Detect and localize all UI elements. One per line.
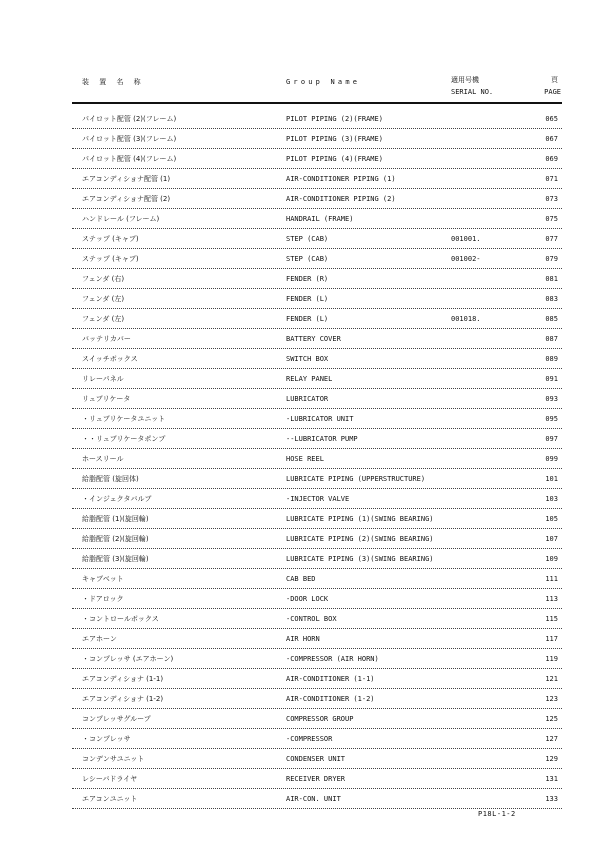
- row-group-name: LUBRICATE PIPING (2)(SWING BEARING): [286, 535, 434, 543]
- row-page-number: 075: [545, 215, 558, 223]
- row-group-name: HANDRAIL (FRAME): [286, 215, 354, 223]
- row-group-name: -COMPRESSOR (AIR HORN): [286, 655, 379, 663]
- table-row: [72, 149, 562, 169]
- table-row: [72, 729, 562, 749]
- row-group-name: FENDER (R): [286, 275, 329, 283]
- table-row: [72, 689, 562, 709]
- row-name-jp: ハンドレール (フレーム): [82, 215, 160, 223]
- table-row: [72, 369, 562, 389]
- row-name-jp: ステップ (キャブ): [82, 255, 139, 263]
- row-page-number: 085: [545, 315, 558, 323]
- row-name-jp: パイロット配管 (2)(フレーム): [82, 115, 177, 123]
- table-row: [72, 489, 562, 509]
- row-group-name: AIR-CONDITIONER (1-1): [286, 675, 375, 683]
- table-row: [72, 169, 562, 189]
- row-group-name: CONDENSER UNIT: [286, 755, 346, 763]
- row-page-number: 133: [545, 795, 558, 803]
- row-group-name: AIR-CONDITIONER PIPING (2): [286, 195, 396, 203]
- row-page-number: 125: [545, 715, 558, 723]
- parts-index-table: [72, 109, 562, 809]
- row-name-jp: バッテリカバー: [82, 335, 131, 343]
- row-page-number: 123: [545, 695, 558, 703]
- row-group-name: CAB BED: [286, 575, 316, 583]
- row-page-number: 117: [545, 635, 558, 643]
- row-group-name: PILOT PIPING (4)(FRAME): [286, 155, 383, 163]
- table-row: [72, 249, 562, 269]
- row-name-jp: エアコンディショナ (1-1): [82, 675, 164, 683]
- row-group-name: AIR-CONDITIONER (1-2): [286, 695, 375, 703]
- table-row: [72, 789, 562, 809]
- row-name-jp: エアコンディショナ (1-2): [82, 695, 164, 703]
- table-row: [72, 349, 562, 369]
- row-serial-no: 001002-: [451, 255, 481, 263]
- row-name-jp: ・・リュブリケータポンプ: [82, 435, 166, 443]
- row-name-jp: エアホーン: [82, 635, 117, 643]
- row-group-name: PILOT PIPING (3)(FRAME): [286, 135, 383, 143]
- row-group-name: -LUBRICATOR UNIT: [286, 415, 354, 423]
- row-name-jp: ・コントロールボックス: [82, 615, 159, 623]
- table-row: [72, 509, 562, 529]
- row-name-jp: フェンダ (左): [82, 315, 125, 323]
- row-page-number: 115: [545, 615, 558, 623]
- row-group-name: FENDER (L): [286, 295, 329, 303]
- row-name-jp: 給脂配管 (1)(旋回輪): [82, 515, 149, 523]
- row-page-number: 077: [545, 235, 558, 243]
- table-row: [72, 629, 562, 649]
- row-group-name: LUBRICATE PIPING (1)(SWING BEARING): [286, 515, 434, 523]
- row-name-jp: コンデンサユニット: [82, 755, 145, 763]
- row-name-jp: ホースリール: [82, 455, 124, 463]
- page-code: P18L-1-2: [478, 810, 516, 818]
- row-page-number: 097: [545, 435, 558, 443]
- table-row: [72, 609, 562, 629]
- row-group-name: RELAY PANEL: [286, 375, 333, 383]
- table-row: [72, 529, 562, 549]
- row-name-jp: ・コンプレッサ: [82, 735, 131, 743]
- row-name-jp: 給脂配管 (3)(旋回輪): [82, 555, 149, 563]
- row-page-number: 109: [545, 555, 558, 563]
- row-group-name: LUBRICATE PIPING (3)(SWING BEARING): [286, 555, 434, 563]
- row-group-name: HOSE REEL: [286, 455, 324, 463]
- row-group-name: --LUBRICATOR PUMP: [286, 435, 358, 443]
- table-header: [0, 76, 595, 102]
- row-group-name: AIR-CONDITIONER PIPING (1): [286, 175, 396, 183]
- row-page-number: 067: [545, 135, 558, 143]
- row-page-number: 083: [545, 295, 558, 303]
- row-group-name: AIR HORN: [286, 635, 320, 643]
- header-rule: [72, 102, 562, 104]
- table-row: [72, 589, 562, 609]
- table-row: [72, 569, 562, 589]
- row-name-jp: キャブベット: [82, 575, 124, 583]
- row-group-name: SWITCH BOX: [286, 355, 329, 363]
- row-name-jp: パイロット配管 (3)(フレーム): [82, 135, 177, 143]
- row-page-number: 079: [545, 255, 558, 263]
- row-page-number: 129: [545, 755, 558, 763]
- row-page-number: 111: [545, 575, 558, 583]
- table-row: [72, 109, 562, 129]
- row-page-number: 071: [545, 175, 558, 183]
- row-page-number: 091: [545, 375, 558, 383]
- row-group-name: LUBRICATOR: [286, 395, 329, 403]
- table-row: [72, 709, 562, 729]
- row-group-name: -INJECTOR VALVE: [286, 495, 350, 503]
- row-name-jp: フェンダ (左): [82, 295, 125, 303]
- row-group-name: LUBRICATE PIPING (UPPERSTRUCTURE): [286, 475, 426, 483]
- row-group-name: -COMPRESSOR: [286, 735, 333, 743]
- row-page-number: 131: [545, 775, 558, 783]
- table-row: [72, 209, 562, 229]
- row-page-number: 101: [545, 475, 558, 483]
- row-page-number: 099: [545, 455, 558, 463]
- row-page-number: 073: [545, 195, 558, 203]
- row-name-jp: ・ドアロック: [82, 595, 124, 603]
- row-name-jp: ・リュブリケータユニット: [82, 415, 166, 423]
- table-row: [72, 289, 562, 309]
- table-row: [72, 309, 562, 329]
- row-name-jp: ・コンプレッサ (エアホーン): [82, 655, 174, 663]
- table-row: [72, 409, 562, 429]
- row-name-jp: エアコンディショナ配管 (1): [82, 175, 171, 183]
- row-group-name: BATTERY COVER: [286, 335, 341, 343]
- table-row: [72, 769, 562, 789]
- row-page-number: 127: [545, 735, 558, 743]
- table-row: [72, 469, 562, 489]
- row-name-jp: ステップ (キャブ): [82, 235, 139, 243]
- row-page-number: 105: [545, 515, 558, 523]
- row-page-number: 119: [545, 655, 558, 663]
- table-row: [72, 329, 562, 349]
- column-header-serial-jp: 適用号機: [451, 76, 479, 84]
- row-group-name: RECEIVER DRYER: [286, 775, 346, 783]
- row-page-number: 103: [545, 495, 558, 503]
- row-name-jp: パイロット配管 (4)(フレーム): [82, 155, 177, 163]
- row-group-name: -CONTROL BOX: [286, 615, 337, 623]
- column-header-serial-en: SERIAL NO.: [451, 88, 494, 96]
- row-page-number: 093: [545, 395, 558, 403]
- row-name-jp: エアコンディショナ配管 (2): [82, 195, 171, 203]
- column-header-group-name: Group Name: [286, 78, 361, 86]
- row-name-jp: リレーパネル: [82, 375, 124, 383]
- table-row: [72, 669, 562, 689]
- column-header-name-jp: 装 置 名 称: [82, 78, 145, 86]
- table-row: [72, 649, 562, 669]
- column-header-page-en: PAGE: [544, 88, 561, 96]
- table-row: [72, 229, 562, 249]
- row-name-jp: 給脂配管 (旋回体): [82, 475, 139, 483]
- row-page-number: 095: [545, 415, 558, 423]
- row-name-jp: フェンダ (右): [82, 275, 125, 283]
- row-page-number: 087: [545, 335, 558, 343]
- row-page-number: 081: [545, 275, 558, 283]
- row-name-jp: リュブリケータ: [82, 395, 131, 403]
- table-row: [72, 429, 562, 449]
- column-header-page-jp: 頁: [551, 76, 558, 84]
- table-row: [72, 269, 562, 289]
- row-name-jp: エアコンユニット: [82, 795, 138, 803]
- table-row: [72, 749, 562, 769]
- row-name-jp: ・インジェクタバルブ: [82, 495, 152, 503]
- row-group-name: COMPRESSOR GROUP: [286, 715, 354, 723]
- row-page-number: 065: [545, 115, 558, 123]
- row-group-name: STEP (CAB): [286, 255, 329, 263]
- table-row: [72, 129, 562, 149]
- row-serial-no: 001018.: [451, 315, 481, 323]
- row-page-number: 107: [545, 535, 558, 543]
- table-row: [72, 449, 562, 469]
- row-page-number: 113: [545, 595, 558, 603]
- row-name-jp: コンプレッサグループ: [82, 715, 151, 723]
- row-name-jp: 給脂配管 (2)(旋回輪): [82, 535, 149, 543]
- row-group-name: -DOOR LOCK: [286, 595, 329, 603]
- row-name-jp: レシーバドライヤ: [82, 775, 138, 783]
- row-group-name: PILOT PIPING (2)(FRAME): [286, 115, 383, 123]
- row-page-number: 121: [545, 675, 558, 683]
- row-group-name: AIR-CON. UNIT: [286, 795, 341, 803]
- row-group-name: STEP (CAB): [286, 235, 329, 243]
- table-row: [72, 389, 562, 409]
- row-page-number: 089: [545, 355, 558, 363]
- row-page-number: 069: [545, 155, 558, 163]
- table-row: [72, 189, 562, 209]
- row-name-jp: スイッチボックス: [82, 355, 138, 363]
- row-serial-no: 001001.: [451, 235, 481, 243]
- table-row: [72, 549, 562, 569]
- row-group-name: FENDER (L): [286, 315, 329, 323]
